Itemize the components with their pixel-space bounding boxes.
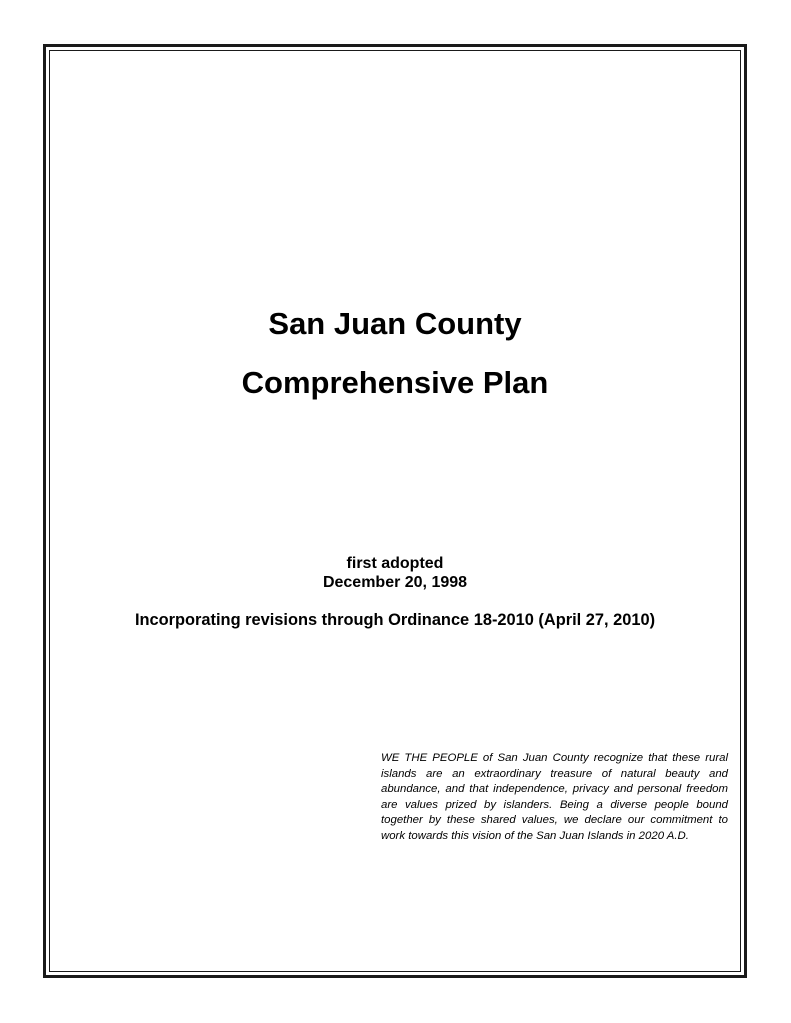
adoption-label: first adopted (346, 555, 444, 572)
document-title-line-2: Comprehensive Plan (241, 365, 549, 400)
adoption-date: December 20, 1998 (322, 574, 468, 591)
document-title-line-1: San Juan County (268, 306, 522, 341)
preamble-text: WE THE PEOPLE of San Juan County recognize that these rural islands are an extraordinary treasure of natural beauty and abundance, and that independence, privacy and personal freedom are values prized by islanders. Being a diverse people bound together by these shared values, we declare our commitment to work towards this vision of the San Juan Islands in 2020 A.D. (381, 752, 728, 842)
revision-note: Incorporating revisions through Ordinance 18-2010 (April 27, 2010) (134, 611, 656, 629)
